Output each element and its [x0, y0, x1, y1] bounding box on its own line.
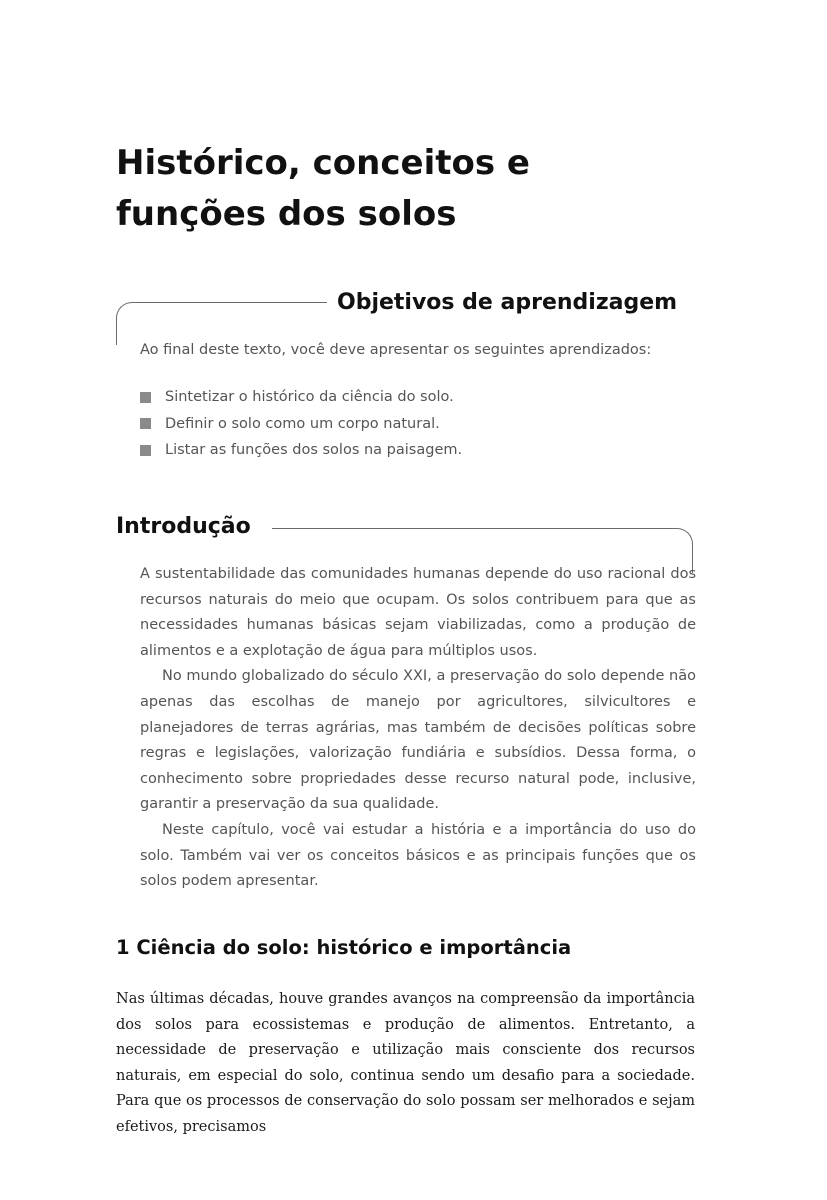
objectives-list [140, 384, 462, 464]
page-title-line-2: funções dos solos [116, 194, 457, 234]
objectives-item-text: Listar as funções dos solos na paisagem. [165, 442, 463, 458]
introduction-paragraph: No mundo globalizado do século XXI, a preservação do solo depende não apenas das escolhas de manejo por agricultores, silvicultores e planejadores de terras agrárias, mas também de decisões políticas sobre regras e legislações, valorização fundiária e subsídios. Dessa forma, o conhecimento sobre propriedades desse recurso natural pode, inclusive, garantir a preservação da sua qualidade. [140, 668, 696, 813]
introduction-heading: Introdução [116, 514, 251, 539]
page-title-line-1: Histórico, conceitos e [116, 143, 530, 183]
objectives-intro: Ao final deste texto, você deve apresentar os seguintes aprendizados: [140, 342, 652, 358]
objectives-heading: Objetivos de aprendizagem [337, 290, 678, 315]
introduction-paragraph: A sustentabilidade das comunidades humanas depende do uso racional dos recursos naturais do meio que ocupam. Os solos contribuem para que as necessidades humanas básicas sejam viabilizadas, como a produção de alimentos e a explotação de água para múltiplos usos. [140, 566, 696, 659]
introduction-text [140, 562, 696, 895]
objectives-item-text: Sintetizar o histórico da ciência do solo. [165, 389, 454, 405]
objectives-list-item [140, 437, 462, 464]
square-bullet-icon [140, 445, 151, 456]
square-bullet-icon [140, 392, 151, 403]
section-heading: 1 Ciência do solo: histórico e importância [116, 936, 572, 959]
introduction-paragraph: Neste capítulo, você vai estudar a história e a importância do uso do solo. Também vai ver os conceitos básicos e as principais funções que os solos podem apresentar. [140, 821, 696, 890]
page-title [116, 138, 716, 240]
objectives-item-text: Definir o solo como um corpo natural. [165, 415, 440, 432]
body-paragraph: Nas últimas décadas, houve grandes avanços na compreensão da importância dos solos para ecossistemas e produção de alimentos. Entretanto, a necessidade de preservação e utilização mais consciente dos recursos naturais, em especial do solo, continua sendo um desafio para a sociedade. Para que os processos de conservação do solo possam ser melhorados e sejam efetivos, precisamos [116, 991, 695, 1135]
objectives-list-item [140, 384, 462, 411]
objectives-list-item [140, 411, 462, 438]
square-bullet-icon [140, 418, 151, 429]
